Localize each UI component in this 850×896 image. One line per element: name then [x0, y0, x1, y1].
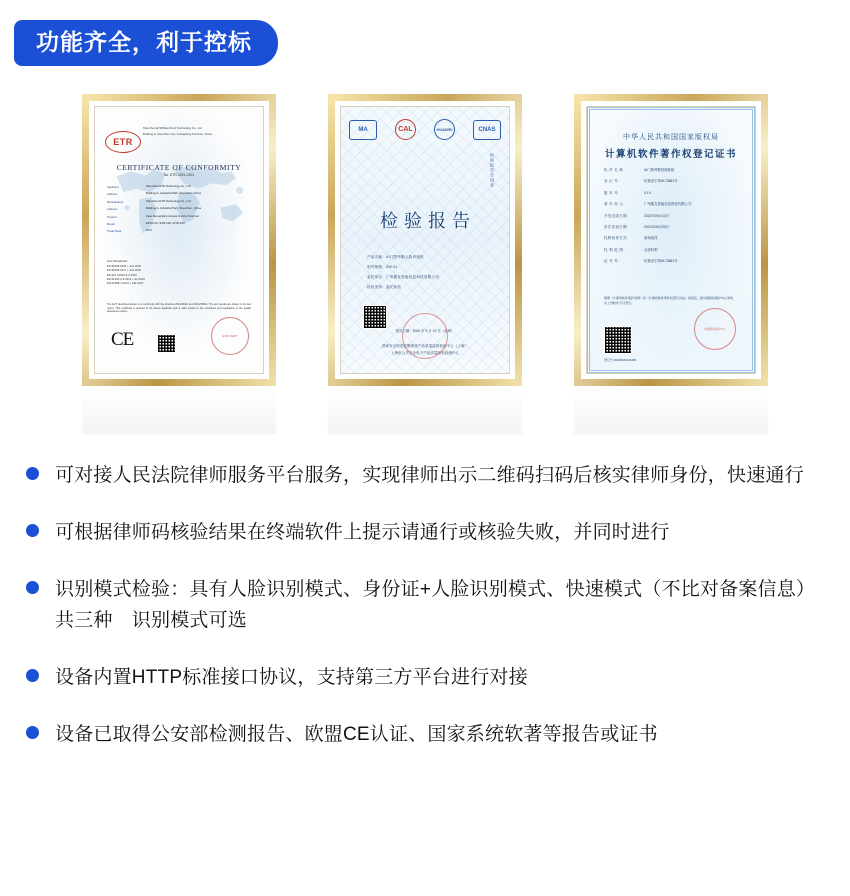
- field-key: 版 本 号：: [604, 190, 622, 195]
- copyright-authority: 中华人民共和国国家版权局: [623, 133, 719, 141]
- copyright-cert-number: 登记号 2020SR0123456: [604, 358, 637, 362]
- copyright-field-list: [604, 168, 738, 271]
- field-value: Building A, Industrial Park, Shenzhen, China: [146, 206, 201, 211]
- copyright-field-row: [604, 236, 738, 241]
- header: [0, 0, 850, 66]
- field-key: 首次发表日期：: [604, 224, 631, 229]
- certificate-field-row: [107, 222, 251, 226]
- bullet-text: 设备已取得公安部检测报告、欧盟CE认证、国家系统软著等报告或证书: [55, 724, 658, 745]
- standards-label: Test Standards:: [107, 259, 128, 263]
- field-value: 软著登字第6173881号: [644, 259, 678, 264]
- field-key: Applicant: [107, 185, 119, 189]
- field-value: Building A, Industrial Park, Shenzhen, China: [146, 191, 201, 196]
- copyright-field-row: [604, 259, 738, 264]
- certificate-field-list: [107, 185, 251, 237]
- standard-item: EN 55032:2015 + A11:2020: [107, 265, 142, 269]
- report-date: 报告日期：2020 年 9 月 21 日（盖章）: [395, 329, 455, 333]
- certificate-reflection: [328, 388, 522, 434]
- standard-item: EN 62368-1:2014 + A11:2017: [107, 282, 144, 286]
- red-seal-stamp: [402, 313, 448, 359]
- qr-code-icon: [363, 305, 387, 329]
- standard-item: EN 55035:2017 + A11:2020: [107, 269, 142, 273]
- standard-item: EN 61000-3-3:2013 + A1:2019: [107, 277, 145, 281]
- field-key: Address: [107, 207, 118, 212]
- certificate-body-text: The EUT described above is in conformity with the directive 2014/30/EU and 2014/35/EU. The test results are shown in the test report. This certificate is granted to the above applicant and is valid subject to the conditions and regulations in the quality assurance system.: [107, 303, 251, 314]
- bullet-text: 设备内置HTTP标准接口协议，支持第三方平台进行对接: [55, 667, 528, 688]
- report-field: 委托单位：广州鑫友智能信息科技有限公司: [367, 275, 440, 279]
- report-field: 检验类别：委托检验: [367, 285, 402, 289]
- certificate-field-row: [107, 215, 251, 219]
- copyright-field-row: [604, 191, 738, 196]
- software-copyright-frame: [574, 94, 768, 386]
- feature-bullet-list: [0, 460, 850, 750]
- certificate-field-row: [107, 200, 251, 204]
- certificate-company-line: Shenzhen ETR(Shenzhen) Technology Co., Ltd: [143, 127, 202, 130]
- field-key: Manufacturer: [107, 199, 124, 204]
- cal-logo-icon: CAL: [395, 119, 416, 140]
- red-seal-stamp: 中国版权保护中心: [694, 308, 736, 350]
- certificate-gallery: [0, 94, 850, 434]
- copyright-field-row: [604, 179, 738, 184]
- issuer-line-2: 上海市公共安全电子产品质量检验检测中心: [390, 351, 460, 355]
- field-value: 软著登字第6173881号: [644, 179, 678, 184]
- report-field: 型号规格：ZW-01: [367, 265, 398, 269]
- etr-logo-icon: ETR: [105, 131, 141, 153]
- field-value: 广州鑫友智能信息科技有限公司: [644, 202, 692, 207]
- report-field: 产品名称：AI门禁考勤人脸识别机: [367, 255, 424, 259]
- bullet-text: 可根据律师码核验结果在终端软件上提示请通行或核验失败，并同时进行: [55, 522, 670, 543]
- bullet-dot-icon: [26, 581, 39, 594]
- copyright-field-row: [604, 168, 738, 173]
- certificate-1-wrapper: [82, 94, 276, 434]
- field-value: 2020年05月12日: [644, 213, 670, 218]
- certificate-title: CERTIFICATE OF CONFORMITY: [116, 163, 242, 172]
- list-item: [22, 460, 822, 491]
- field-value: Shenzhen ETR Technology Co., Ltd.: [146, 198, 192, 203]
- inspection-report-frame: [328, 94, 522, 386]
- ce-certificate-frame: [82, 94, 276, 386]
- field-value: Face Recognition Access Control Terminal: [146, 213, 199, 218]
- vertical-seal-text: 检验报告专用章: [490, 153, 495, 188]
- certificate-reflection: [82, 388, 276, 434]
- inspection-report-paper: [341, 107, 509, 373]
- certificate-field-row: [107, 207, 251, 211]
- certificate-2-wrapper: [328, 94, 522, 434]
- list-item: [22, 574, 822, 636]
- field-value: AI门禁考勤管理系统: [644, 168, 675, 172]
- field-key: Model: [107, 221, 115, 226]
- ce-mark-icon: CE: [111, 329, 134, 350]
- certificate-field-row: [107, 185, 251, 189]
- field-key: 权利取得方式：: [604, 236, 631, 241]
- issuer-line-1: 国家安全防范报警系统产品质量监督检验中心（上海）: [381, 344, 469, 348]
- huawei-logo-icon: HUAWEI: [434, 119, 455, 140]
- list-item: [22, 719, 822, 750]
- bullet-text: 识别模式检验：具有人脸识别模式、身份证+人脸识别模式、快速模式（不比对备案信息）共三种 识别模式可选: [55, 579, 816, 631]
- copyright-note: 根据《计算机软件保护条例》和《计算机软件著作权登记办法》的规定，经中国版权保护中心审核，对上列软件予以登记。: [604, 296, 737, 305]
- software-copyright-paper: [587, 107, 755, 373]
- field-key: 登 记 号：: [604, 179, 622, 184]
- copyright-field-row: [604, 248, 738, 253]
- qr-code-icon: [604, 326, 632, 354]
- certificate-standards: [107, 259, 251, 286]
- field-key: Product: [107, 214, 117, 219]
- field-key: Address: [107, 192, 118, 197]
- report-title: 检验报告: [380, 211, 476, 231]
- ma-logo-icon: MA: [349, 120, 377, 140]
- bullet-text: 可对接人民法院律师服务平台服务，实现律师出示二维码扫码后核实律师身份，快速通行: [55, 465, 804, 486]
- certificate-field-row: [107, 192, 251, 196]
- field-value: 原始取得: [644, 236, 658, 241]
- field-value: ETR-F10 / ETR-F20 / ETR-F30: [146, 220, 185, 225]
- copyright-field-row: [604, 202, 738, 207]
- field-value: 全部权利: [644, 247, 658, 252]
- certificate-address-line: Building A, Shenzhen City, Guangdong Province, China: [143, 133, 212, 136]
- certificate-reflection: [574, 388, 768, 434]
- copyright-title: 计算机软件著作权登记证书: [604, 150, 737, 160]
- report-field-list: [367, 255, 489, 295]
- field-key: 著 作 权 人：: [604, 202, 627, 207]
- bullet-dot-icon: [26, 524, 39, 537]
- certificate-number: No. ETR-2021-0101: [163, 173, 195, 177]
- list-item: [22, 517, 822, 548]
- accreditation-logos: [349, 119, 501, 140]
- field-value: V1.0: [644, 190, 651, 195]
- copyright-field-row: [604, 214, 738, 219]
- list-item: [22, 662, 822, 693]
- field-key: 开发完成日期：: [604, 213, 631, 218]
- field-key: Trade Mark: [107, 229, 122, 234]
- red-seal-stamp: ETR CERT: [211, 317, 249, 355]
- ce-certificate-paper: [95, 107, 263, 373]
- field-key: 软 件 名 称：: [604, 168, 627, 172]
- field-value: ETR: [146, 228, 152, 233]
- certificate-field-row: [107, 229, 251, 233]
- bullet-dot-icon: [26, 467, 39, 480]
- section-badge: 功能齐全，利于控标: [14, 20, 278, 66]
- field-key: 证 书 号：: [604, 259, 622, 264]
- bullet-dot-icon: [26, 726, 39, 739]
- certificate-3-wrapper: [574, 94, 768, 434]
- field-value: Shenzhen ETR Technology Co., Ltd.: [146, 184, 192, 188]
- bullet-dot-icon: [26, 669, 39, 682]
- cnas-logo-icon: CNAS: [473, 120, 501, 140]
- field-key: 权 利 范 围：: [604, 247, 627, 252]
- field-value: 2020年06月20日: [644, 224, 670, 229]
- standard-item: EN IEC 61000-3-2:2019: [107, 273, 137, 277]
- qr-code-icon: [157, 334, 176, 353]
- copyright-field-row: [604, 225, 738, 230]
